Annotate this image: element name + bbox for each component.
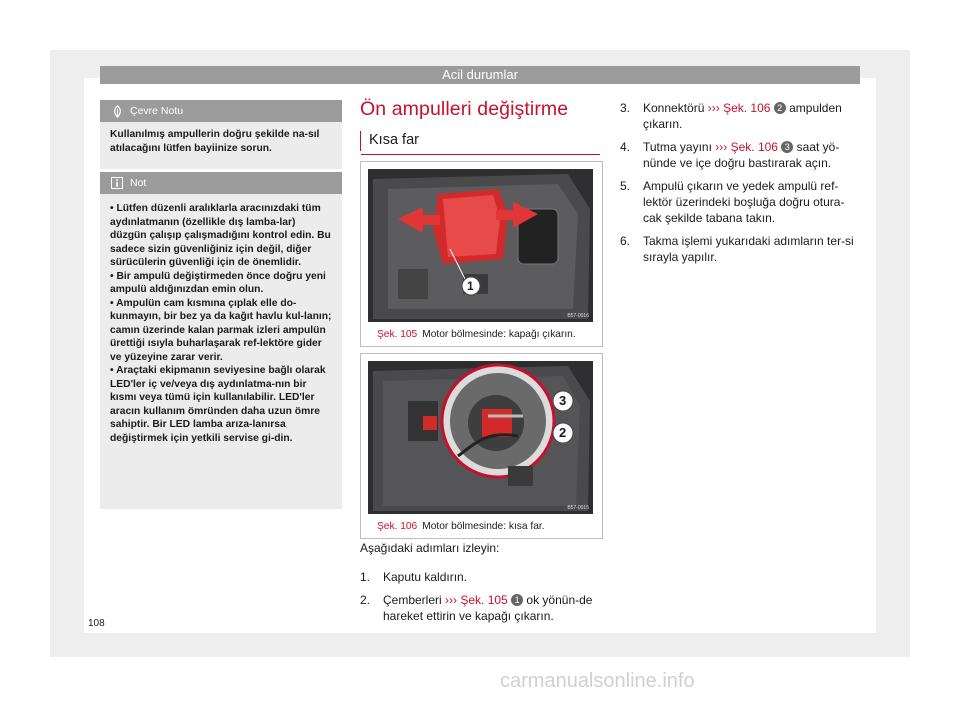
page-number: 108 — [88, 618, 105, 629]
figure-ref-link[interactable]: Şek. 106 — [723, 101, 771, 115]
figure-code: B57-0016 — [567, 313, 589, 319]
step-number: 2. — [360, 593, 371, 607]
watermark: carmanualsonline.info — [500, 670, 695, 692]
step-item — [620, 139, 860, 171]
step-number: 5. — [620, 179, 631, 193]
env-note-text: Kullanılmış ampullerin doğru şekilde na-sıl atılacağını lütfen bayiinize sorun. — [110, 129, 320, 154]
figure-number: Şek. 105 — [377, 329, 418, 340]
callout-3: 3 — [559, 393, 567, 408]
headlight-cover-image — [368, 169, 593, 322]
callout-badge: 1 — [511, 594, 523, 606]
figure-caption-text: Motor bölmesinde: kısa far. — [422, 521, 545, 532]
note-item: • Bir ampulü değiştirmeden önce doğru yeni ampulü aldığınızdan emin olun. — [110, 270, 326, 295]
steps-right — [620, 100, 860, 272]
step-item — [620, 100, 860, 132]
note-item: • Lütfen düzenli aralıklarla aracınızdaki tüm aydınlatmanın (özellikle dış lamba-lar) düzgün çalışıp çalışmadığını kontrol edin. Bu sadece sizin güvenliğiniz için değil, diğer sürücülerin güvenliği için de önemlidir. — [110, 203, 331, 268]
callout-2: 2 — [559, 425, 567, 440]
subsection-heading — [360, 131, 600, 151]
section-heading — [360, 98, 600, 151]
headlight-bulb-image — [368, 361, 593, 514]
note-item: • Araçtaki ekipmanın seviyesine bağlı olarak LED'ler iç ve/veya dış aydınlatma-nın bir kısmı veya tümü için kullanılabilir. LED'ler aracın kullanım ömründen daha uzun ömre sahiptir. Bir LED lamba arıza-lanırsa değiştirmek için yetkili servise gi-din. — [110, 365, 326, 444]
figure-106 — [360, 353, 603, 539]
step-item — [360, 569, 605, 585]
ref-arrow: ››› — [707, 101, 720, 115]
step-text-post: saat yö-nünde ve içe doğru bastırarak açın. — [643, 140, 840, 170]
env-note-title: Çevre Notu — [130, 105, 184, 117]
figure-caption-text: Motor bölmesinde: kapağı çıkarın. — [422, 329, 576, 340]
step-text-pre: Çemberleri — [383, 593, 446, 607]
step-text — [643, 139, 860, 171]
figure-caption — [361, 322, 602, 346]
step-text — [383, 569, 605, 585]
info-icon — [110, 176, 124, 190]
step-text-pre: Kaputu kaldırın. — [383, 570, 468, 584]
step-number: 3. — [620, 101, 631, 115]
steps-left — [360, 540, 605, 631]
step-text: Takma işlemi yukarıdaki adımların ter-si sırayla yapılır. — [643, 234, 854, 264]
figure-ref-link[interactable]: Şek. 105 — [460, 593, 508, 607]
leaf-icon — [110, 104, 124, 118]
figure-caption — [361, 514, 602, 538]
step-item — [360, 592, 605, 624]
callout-badge: 3 — [781, 141, 793, 153]
step-text-post: ampulden çıkarın. — [643, 101, 842, 131]
step-text-pre: Konnektörü — [643, 101, 708, 115]
figure-code: B57-0015 — [567, 505, 589, 511]
note-item: • Ampulün cam kısmına çıplak elle do-kunmayın, bir bez ya da kağıt havlu kul-lanın; camın üzerinde kalan parmak izleri ampulün ürettiği ısıyla buharlaşarak ref-lektöre gider ve yüzeyine zarar verir. — [110, 297, 332, 363]
section-title: Ön ampulleri değiştirme — [360, 98, 569, 120]
figure-number: Şek. 106 — [377, 521, 418, 532]
step-text-pre: Tutma yayını — [643, 140, 716, 154]
ref-arrow: ››› — [445, 593, 458, 607]
env-note-header — [100, 100, 342, 122]
step-text — [643, 100, 860, 132]
step-text: Ampulü çıkarın ve yedek ampulü ref-lektör üzerindeki boşluğa doğru otura-cak şekilde tabana takın. — [643, 179, 845, 225]
step-item — [620, 233, 860, 265]
callout-1: 1 — [467, 279, 474, 293]
figure-105 — [360, 161, 603, 347]
step-number: 4. — [620, 140, 631, 154]
step-number: 6. — [620, 234, 631, 248]
env-note-box — [100, 100, 342, 169]
note-header — [100, 172, 342, 194]
note-box — [100, 172, 342, 509]
step-number: 1. — [360, 570, 371, 584]
note-title: Not — [130, 177, 147, 189]
figure-ref-link[interactable]: Şek. 106 — [730, 140, 778, 154]
callout-badge: 2 — [774, 102, 786, 114]
chapter-header: Acil durumlar — [100, 66, 860, 84]
step-text — [383, 592, 605, 624]
step-item — [620, 178, 860, 226]
ref-arrow: ››› — [715, 140, 728, 154]
step-text-post: ok yönün-de hareket ettirin ve kapağı çıkarın. — [383, 593, 593, 623]
intro-text: Aşağıdaki adımları izleyin: — [360, 541, 500, 555]
subsection-title: Kısa far — [369, 132, 419, 148]
